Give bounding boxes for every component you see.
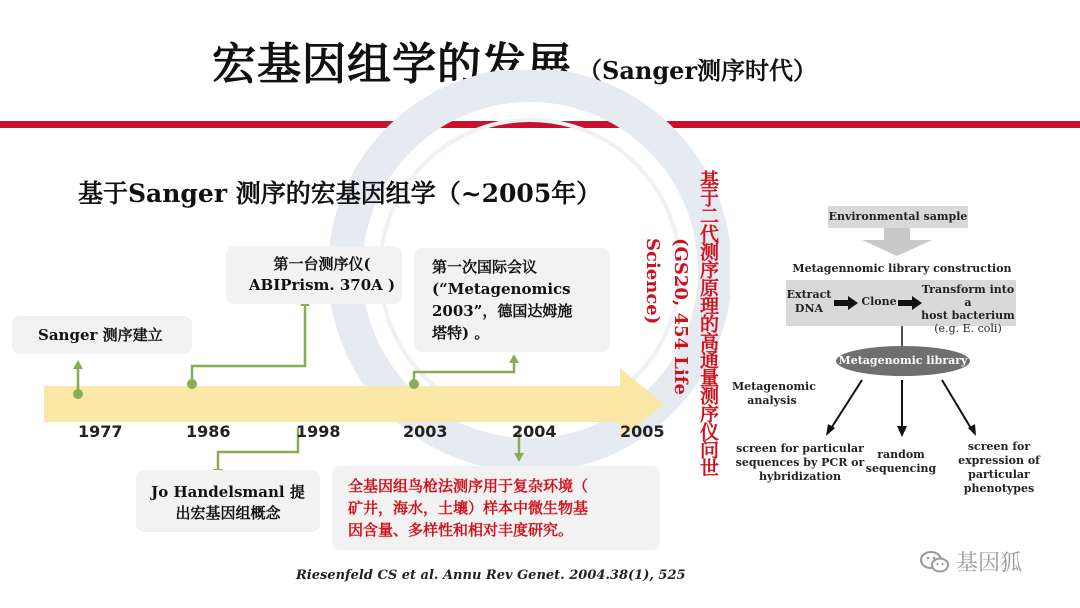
event-shotgun-line2: 矿井，海水，土壤）样本中微生物基 xyxy=(348,499,589,517)
diagram-branch-phenotypes-line1: screen for xyxy=(967,440,1031,453)
event-shotgun xyxy=(332,466,660,550)
diagram-branch-pcr-line1: screen for particular xyxy=(736,442,864,455)
event-shotgun-line3: 因含量、多样性和相对丰度研究。 xyxy=(348,521,574,539)
diagram-library-ellipse xyxy=(836,346,970,376)
page-title-main: 宏基因组学的发展 xyxy=(212,39,572,90)
event-conference-line2: (“Metagenomics xyxy=(432,280,571,298)
diagram-branch-pcr xyxy=(732,442,868,484)
diagram-short-line xyxy=(896,326,908,348)
diagram-branch-random-line2: sequencing xyxy=(865,462,937,475)
diagram-transform-line2: host bacterium xyxy=(921,309,1015,322)
event-handelsman-line2: 出宏基因组概念 xyxy=(175,504,281,522)
diagram-branch-pcr-line3: hybridization xyxy=(759,470,841,483)
diagram-clone: Clone xyxy=(861,295,897,308)
event-conference-line3: 2003”，德国达姆施 xyxy=(432,302,573,320)
ngs-note-vertical: 基于二代测序原理的高通量测序仪问世 xyxy=(697,170,719,476)
diagram-branch-phenotypes-line3: particular phenotypes xyxy=(963,468,1035,495)
diagram-construction-box xyxy=(786,280,1016,335)
diagram-library-construction: Metagennomic library construction xyxy=(792,262,1012,275)
event-abi-line2: ABIPrism. 370A ) xyxy=(248,276,396,294)
ngs-note-platform: (GS20, 454 Life Science) xyxy=(642,238,691,395)
wechat-watermark xyxy=(920,546,1022,577)
timeline-year-2004: 2004 xyxy=(512,422,557,441)
event-shotgun-line1: 全基因组鸟枪法测序用于复杂环境（ xyxy=(348,477,589,495)
page-title-sub: （Sanger测序时代） xyxy=(578,56,818,85)
diagram-branch-arrows xyxy=(820,376,990,438)
diagram-analysis xyxy=(732,380,816,408)
diagram-extract-dna xyxy=(786,288,832,316)
diagram-down-arrow-icon xyxy=(862,228,932,256)
diagram-branch-phenotypes xyxy=(934,440,1064,496)
diagram-transform-line3: (e.g. E. coli) xyxy=(934,322,1002,335)
event-conference-line4: 塔特) 。 xyxy=(432,324,490,342)
event-abi xyxy=(226,246,402,304)
diagram-arrow-right-icon xyxy=(834,296,858,310)
diagram-branch-phenotypes-line2: expression of xyxy=(958,454,1040,467)
timeline-arrow xyxy=(44,368,664,440)
diagram-metagenomic-library: Metagenomic library xyxy=(838,354,968,367)
diagram-branch-random xyxy=(864,448,938,476)
timeline-year-1977: 1977 xyxy=(78,422,123,441)
timeline-year-2003: 2003 xyxy=(403,422,448,441)
wechat-brand-text: 基因狐 xyxy=(956,551,1023,576)
diagram-arrow-right-icon xyxy=(898,296,922,310)
diagram-analysis-line1: Metagenomic xyxy=(732,380,816,393)
timeline-year-2005: 2005 xyxy=(620,422,665,441)
event-conference xyxy=(414,248,610,352)
diagram-analysis-line2: analysis xyxy=(747,394,797,407)
timeline-year-1986: 1986 xyxy=(186,422,231,441)
event-handelsman-line1: Jo Handelsmanl 提 xyxy=(151,483,305,501)
event-conference-line1: 第一次国际会议 xyxy=(432,258,538,276)
diagram-transform-line1: Transform into a xyxy=(921,283,1015,309)
citation: Riesenfeld CS et al. Annu Rev Genet. 2004.38(1), 525 xyxy=(296,568,686,583)
diagram-environmental-sample: Environmental sample xyxy=(828,206,968,228)
diagram-transform xyxy=(920,283,1016,335)
diagram-extract: Extract xyxy=(786,288,832,301)
timeline-year-1998: 1998 xyxy=(296,422,341,441)
wechat-icon xyxy=(920,550,950,574)
diagram-dna: DNA xyxy=(794,302,824,315)
section-subtitle: 基于Sanger 测序的宏基因组学（~2005年） xyxy=(78,179,602,208)
event-handelsman xyxy=(136,470,320,532)
diagram-branch-random-line1: random xyxy=(877,448,925,461)
event-sanger: Sanger 测序建立 xyxy=(12,316,192,354)
diagram-branch-pcr-line2: sequences by PCR or xyxy=(735,456,865,469)
event-abi-line1: 第一台测序仪( xyxy=(273,255,371,273)
